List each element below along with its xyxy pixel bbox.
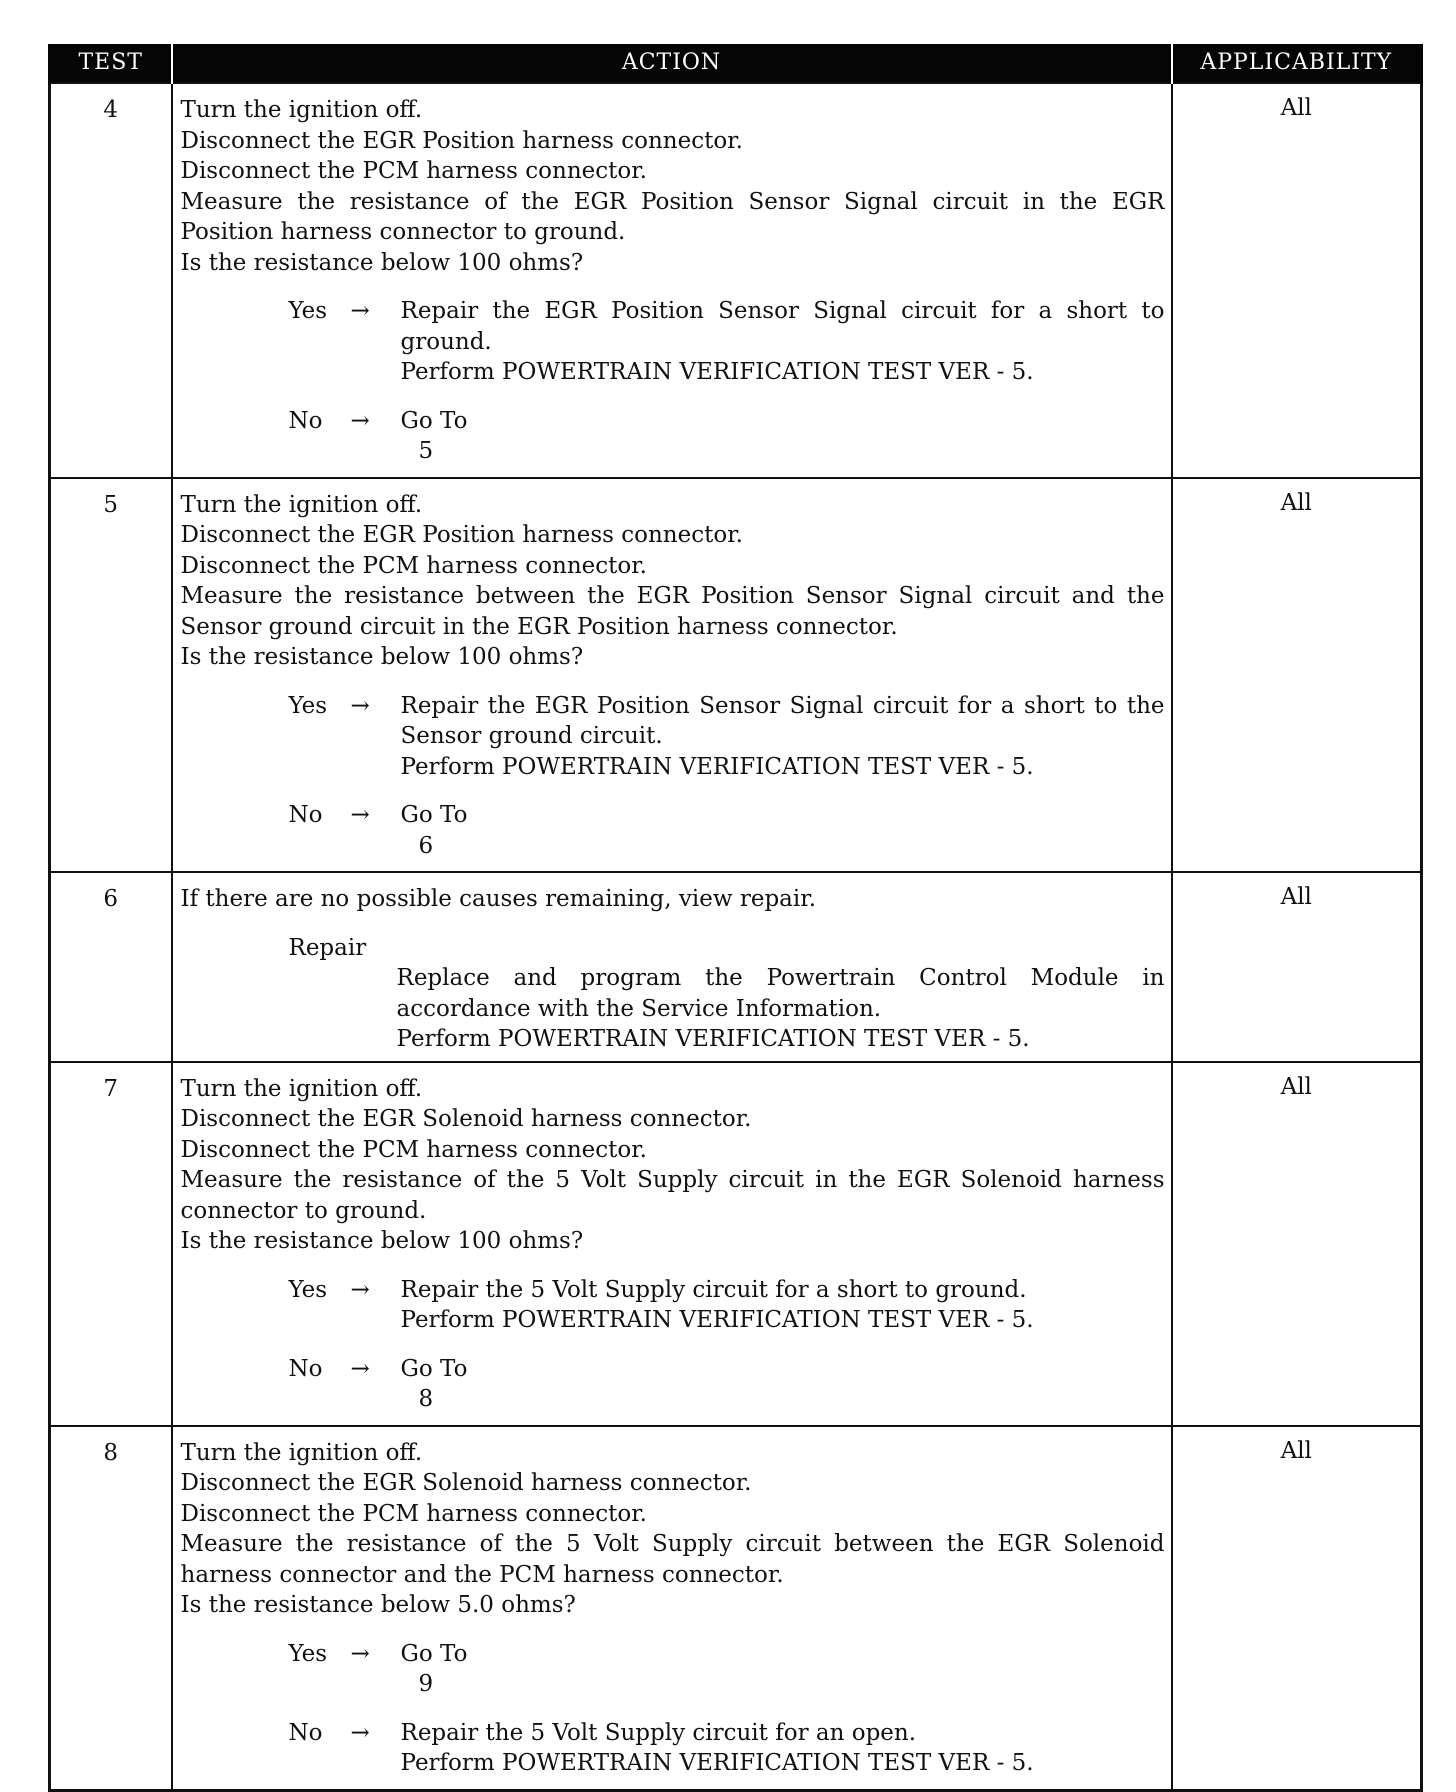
header-action: ACTION	[172, 44, 1172, 83]
step-text: Turn the ignition off.	[180, 97, 423, 123]
table-header-row	[50, 44, 1422, 83]
step-text: Is the resistance below 100 ohms?	[180, 1228, 584, 1254]
no-label: No	[288, 1719, 323, 1746]
action-cell	[172, 83, 1172, 478]
step-text: Disconnect the PCM harness connector.	[180, 1500, 647, 1527]
step-text: Disconnect the PCM harness connector.	[180, 1136, 647, 1163]
applicability-cell: All	[1172, 872, 1422, 1062]
table-row	[50, 478, 1422, 873]
step-text: Disconnect the PCM harness connector.	[180, 552, 647, 579]
step-text: Disconnect the EGR Solenoid harness connector.	[180, 1106, 752, 1132]
action-cell	[172, 478, 1172, 873]
goto-number: 6	[418, 832, 434, 859]
no-label: No	[288, 1355, 323, 1382]
no-branch	[181, 406, 1165, 467]
no-branch	[181, 800, 1165, 861]
applicability-cell: All	[1172, 1062, 1422, 1426]
header-applicability: APPLICABILITY	[1172, 44, 1422, 83]
repair-instructions	[397, 963, 1165, 1055]
yes-branch	[181, 1639, 1165, 1700]
yes-label: Yes	[288, 1276, 328, 1303]
yes-outcome	[401, 691, 1165, 783]
goto-text: Go To	[400, 1640, 468, 1667]
no-branch	[181, 1718, 1165, 1779]
step-text: Disconnect the EGR Position harness connector.	[180, 127, 743, 154]
action-cell	[172, 1062, 1172, 1426]
test-number: 5	[50, 478, 172, 873]
step-text: Measure the resistance of the 5 Volt Supply circuit in the EGR Solenoid harness connector to ground.	[180, 1167, 1165, 1224]
outcome-line: Repair the EGR Position Sensor Signal circuit for a short to the Sensor ground circuit.	[400, 692, 1165, 749]
arrow-icon: →	[350, 1719, 370, 1746]
arrow-icon: →	[350, 407, 370, 434]
no-label: No	[288, 802, 323, 828]
diagnostic-test-table	[48, 44, 1423, 1792]
yes-branch	[181, 296, 1165, 388]
arrow-icon: →	[350, 1276, 370, 1303]
action-cell	[172, 1426, 1172, 1791]
goto-number: 5	[418, 438, 434, 464]
goto-text: Go To	[400, 1355, 468, 1382]
goto-text: Go To	[400, 407, 468, 434]
step-text: Turn the ignition off.	[180, 1439, 423, 1466]
table-row	[50, 1062, 1422, 1426]
table-row	[50, 1426, 1422, 1791]
step-text: Is the resistance below 100 ohms?	[180, 249, 584, 276]
step-text: Is the resistance below 5.0 ohms?	[180, 1592, 576, 1618]
outcome-line: Perform POWERTRAIN VERIFICATION TEST VER - 5.	[400, 1307, 1034, 1333]
applicability-cell: All	[1172, 83, 1422, 478]
test-number: 6	[50, 872, 172, 1062]
table-row	[50, 83, 1422, 478]
yes-branch	[181, 691, 1165, 783]
repair-line: Replace and program the Powertrain Control Module in accordance with the Service Information.	[396, 965, 1165, 1022]
no-outcome	[401, 406, 1165, 467]
step-text: Turn the ignition off.	[180, 491, 423, 518]
step-text: If there are no possible causes remaining, view repair.	[180, 886, 817, 912]
repair-line: Perform POWERTRAIN VERIFICATION TEST VER - 5.	[396, 1026, 1030, 1052]
step-text: Measure the resistance of the EGR Position Sensor Signal circuit in the EGR Position harness connector to ground.	[180, 188, 1165, 245]
step-text: Measure the resistance between the EGR Position Sensor Signal circuit and the Sensor ground circuit in the EGR Position harness connector.	[180, 583, 1165, 640]
test-number: 7	[50, 1062, 172, 1426]
repair-block	[181, 933, 1165, 1055]
arrow-icon: →	[350, 1640, 370, 1667]
goto-text: Go To	[400, 802, 468, 828]
step-text: Disconnect the EGR Position harness connector.	[180, 522, 743, 548]
test-number: 8	[50, 1426, 172, 1791]
table-row	[50, 872, 1422, 1062]
yes-label: Yes	[288, 1640, 328, 1667]
no-outcome	[401, 1718, 1165, 1779]
goto-number: 8	[418, 1386, 434, 1412]
arrow-icon: →	[350, 298, 370, 324]
step-text: Disconnect the PCM harness connector.	[180, 158, 647, 184]
test-number: 4	[50, 83, 172, 478]
arrow-icon: →	[350, 1355, 370, 1382]
step-text: Is the resistance below 100 ohms?	[180, 644, 584, 670]
step-text: Measure the resistance of the 5 Volt Supply circuit between the EGR Solenoid harness connector and the PCM harness connector.	[180, 1531, 1165, 1588]
step-text: Disconnect the EGR Solenoid harness connector.	[180, 1470, 752, 1496]
yes-label: Yes	[288, 692, 328, 719]
header-test: TEST	[50, 44, 172, 83]
outcome-line: Perform POWERTRAIN VERIFICATION TEST VER - 5.	[400, 753, 1034, 780]
applicability-cell: All	[1172, 1426, 1422, 1791]
arrow-icon: →	[350, 802, 370, 828]
arrow-icon: →	[350, 692, 370, 719]
goto-number: 9	[418, 1671, 434, 1697]
yes-outcome	[401, 296, 1165, 388]
outcome-line: Repair the 5 Volt Supply circuit for a short to ground.	[400, 1276, 1027, 1303]
yes-outcome	[401, 1639, 1165, 1700]
repair-label: Repair	[288, 934, 367, 961]
outcome-line: Repair the 5 Volt Supply circuit for an open.	[400, 1719, 917, 1746]
yes-label: Yes	[288, 298, 328, 324]
applicability-cell: All	[1172, 478, 1422, 873]
no-outcome	[401, 800, 1165, 861]
outcome-line: Perform POWERTRAIN VERIFICATION TEST VER - 5.	[400, 359, 1034, 385]
no-branch	[181, 1354, 1165, 1415]
no-label: No	[288, 407, 323, 434]
action-cell	[172, 872, 1172, 1062]
yes-outcome	[401, 1275, 1165, 1336]
outcome-line: Repair the EGR Position Sensor Signal circuit for a short to ground.	[400, 298, 1165, 355]
step-text: Turn the ignition off.	[180, 1075, 423, 1102]
no-outcome	[401, 1354, 1165, 1415]
outcome-line: Perform POWERTRAIN VERIFICATION TEST VER - 5.	[400, 1750, 1034, 1776]
yes-branch	[181, 1275, 1165, 1336]
